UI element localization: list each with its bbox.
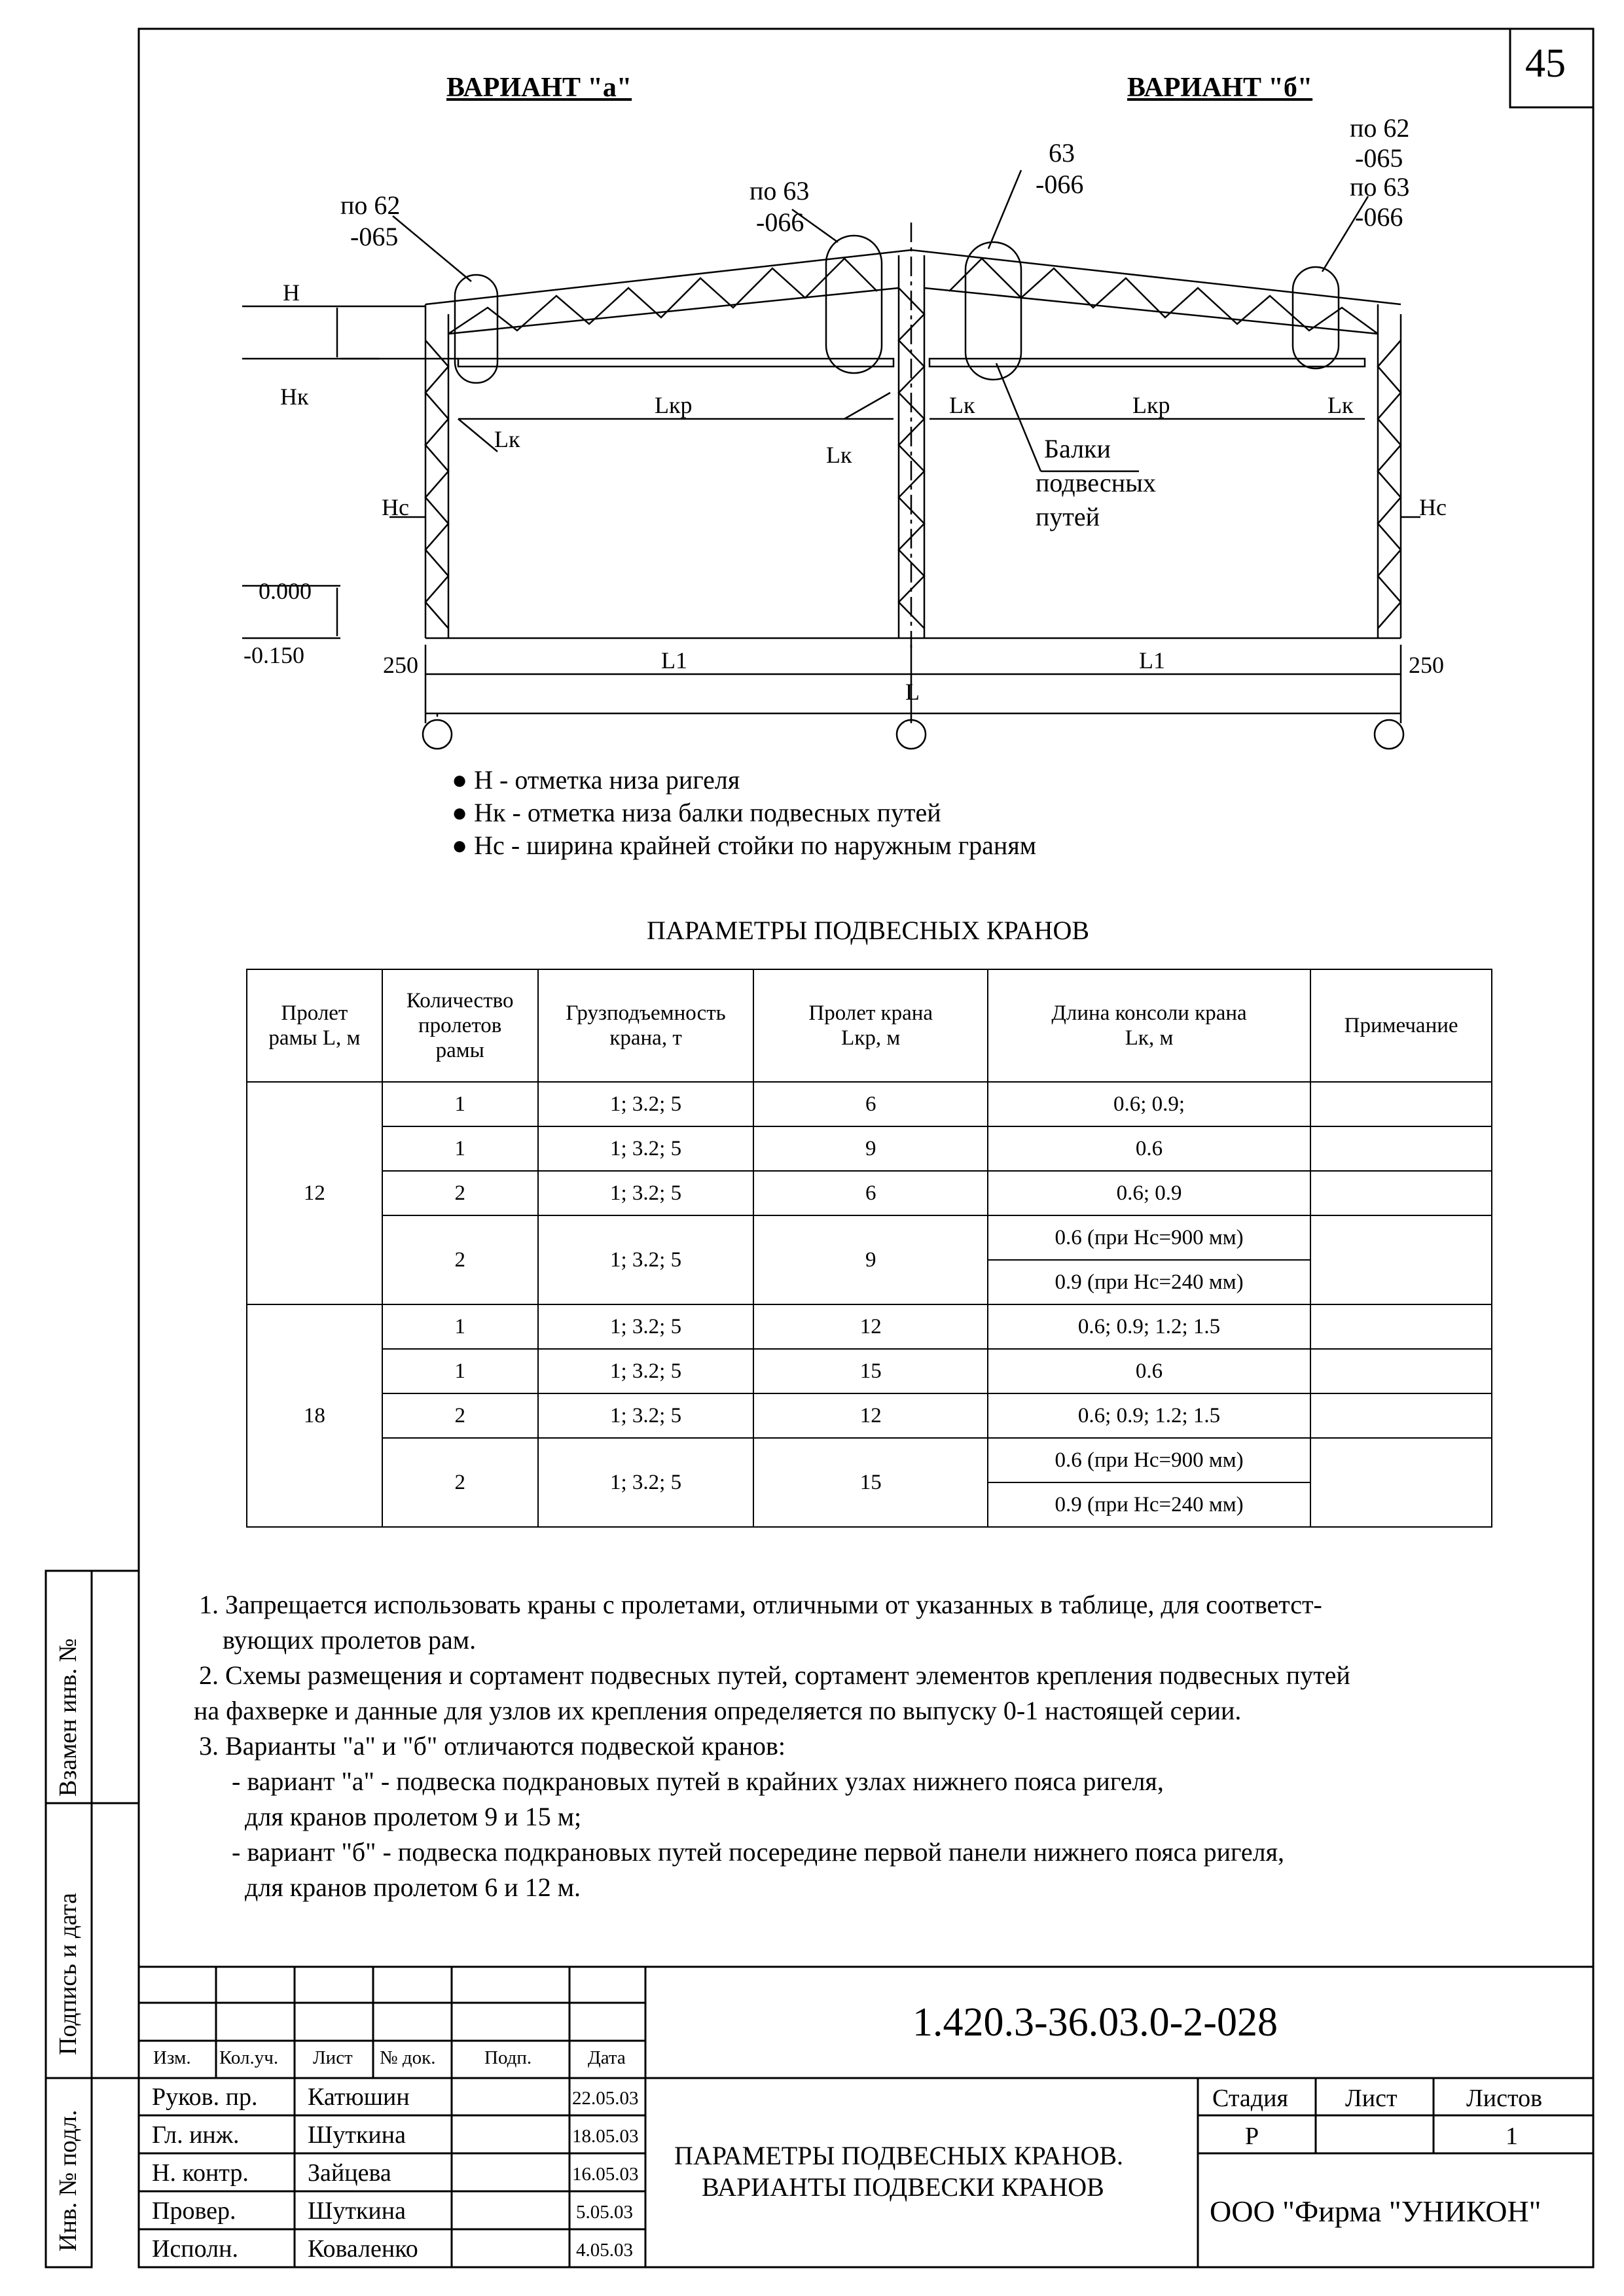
note-line: вующих пролетов рам.	[223, 1625, 477, 1655]
legend-item-3: ● Hc - ширина крайней стойки по наружным граням	[452, 831, 1037, 860]
side-label-inv: Инв. № подл.	[54, 2109, 82, 2251]
cell: 12	[753, 1393, 987, 1438]
cell: 1; 3.2; 5	[538, 1349, 754, 1393]
tb-role-4: Провер.	[152, 2197, 236, 2225]
label-Hc-left: Hc	[382, 494, 409, 520]
cell: 6	[753, 1171, 987, 1215]
variant-b-title: ВАРИАНТ "б"	[1127, 73, 1313, 103]
label-H: H	[283, 279, 300, 306]
label-beams-2: подвесных	[1036, 468, 1157, 497]
cell: 1	[382, 1304, 538, 1349]
label-066-right2: -066	[1355, 202, 1403, 232]
cell-L-18: 18	[247, 1304, 382, 1527]
tb-header-data: Дата	[588, 2047, 626, 2068]
label-Lk-right1: Lк	[949, 392, 975, 418]
cell-L-12: 12	[247, 1082, 382, 1304]
cell: 2	[382, 1438, 538, 1527]
label-elev-0: 0.000	[259, 578, 312, 604]
label-beams-3: путей	[1036, 502, 1100, 531]
tb-header-kol: Кол.уч.	[219, 2047, 279, 2068]
cell: 2	[382, 1393, 538, 1438]
drawing-name-1: ПАРАМЕТРЫ ПОДВЕСНЫХ КРАНОВ.	[674, 2141, 1124, 2170]
label-Hc-right: Hc	[1419, 494, 1447, 520]
tb-name-5: Коваленко	[308, 2235, 418, 2263]
side-label-podpis: Подпись и дата	[54, 1892, 82, 2055]
tb-date-3: 16.05.03	[572, 2164, 639, 2185]
side-label-zamen: Взамен инв. №	[54, 1638, 82, 1797]
cell: 0.6	[988, 1349, 1310, 1393]
cell: 12	[753, 1304, 987, 1349]
note-line: 2. Схемы размещения и сортамент подвесных путей, сортамент элементов крепления подвесных путей	[199, 1660, 1350, 1690]
label-po62-right: по 62	[1350, 113, 1410, 143]
cell: 1; 3.2; 5	[538, 1438, 754, 1527]
legend-item-1: ● H - отметка низа ригеля	[452, 765, 740, 795]
label-po62-left: по 62	[340, 190, 401, 220]
label-Lk-left1: Lк	[494, 426, 520, 452]
note-line: - вариант "б" - подвеска подкрановых путей посередине первой панели нижнего пояса ригеля,	[232, 1837, 1285, 1867]
tb-role-5: Исполн.	[152, 2235, 238, 2263]
cell: 9	[753, 1126, 987, 1171]
col-span: Пролет рамы L, м	[247, 969, 382, 1082]
note-line: 1. Запрещается использовать краны с пролетами, отличными от указанных в таблице, для соответст-	[199, 1590, 1322, 1619]
legend-text-3: Hc - ширина крайней стойки по наружным граням	[474, 831, 1037, 860]
cell: 0.6; 0.9;	[988, 1082, 1310, 1126]
cell: 1; 3.2; 5	[538, 1304, 754, 1349]
cell: 0.9 (при Hc=240 мм)	[988, 1260, 1310, 1304]
label-L1-left: L1	[661, 647, 687, 673]
cell: 1; 3.2; 5	[538, 1082, 754, 1126]
label-beams-1: Балки	[1044, 434, 1111, 463]
label-elev-150: -0.150	[244, 642, 304, 668]
legend-text-1: H - отметка низа ригеля	[474, 765, 740, 795]
cell: 2	[382, 1171, 538, 1215]
cell: 0.6; 0.9; 1.2; 1.5	[988, 1393, 1310, 1438]
label-po63-right: по 63	[1350, 172, 1410, 202]
tb-date-4: 5.05.03	[576, 2202, 633, 2223]
cell: 15	[753, 1349, 987, 1393]
cell: 1; 3.2; 5	[538, 1215, 754, 1304]
cell: 2	[382, 1215, 538, 1304]
label-L: L	[905, 679, 920, 705]
tb-date-1: 22.05.03	[572, 2088, 639, 2109]
label-250-right: 250	[1409, 652, 1444, 678]
cell: 0.6	[988, 1126, 1310, 1171]
cell: 1; 3.2; 5	[538, 1126, 754, 1171]
label-63-right: 63	[1049, 138, 1075, 168]
cell: 0.6; 0.9	[988, 1171, 1310, 1215]
tb-sheets-header: Листов	[1466, 2085, 1543, 2112]
col-load: Грузподъемность крана, т	[538, 969, 754, 1082]
tb-header-podp: Подп.	[484, 2047, 532, 2068]
cell: 6	[753, 1082, 987, 1126]
legend-text-2: Hк - отметка низа балки подвесных путей	[474, 798, 941, 827]
label-Hk: Hк	[280, 384, 309, 410]
note-line: - вариант "а" - подвеска подкрановых путей в крайних узлах нижнего пояса ригеля,	[232, 1767, 1164, 1796]
cell: 1	[382, 1126, 538, 1171]
table-title: ПАРАМЕТРЫ ПОДВЕСНЫХ КРАНОВ	[647, 916, 1090, 945]
cell: 1; 3.2; 5	[538, 1393, 754, 1438]
company-name: ООО "Фирма "УНИКОН"	[1210, 2195, 1542, 2228]
label-066-left: -066	[756, 207, 804, 237]
col-note: Примечание	[1310, 969, 1492, 1082]
label-066-right: -066	[1036, 170, 1084, 199]
tb-name-2: Шуткина	[308, 2121, 406, 2149]
tb-header-list: Лист	[313, 2047, 353, 2068]
tb-name-3: Зайцева	[308, 2159, 391, 2187]
tb-date-2: 18.05.03	[572, 2126, 639, 2147]
legend-item-2: ● Hк - отметка низа балки подвесных путей	[452, 798, 941, 827]
label-Lk-left2: Lк	[826, 442, 852, 468]
tb-sheet-header: Лист	[1345, 2085, 1398, 2112]
note-line: на фахверке и данные для узлов их крепления определяется по выпуску 0-1 настоящей серии.	[194, 1696, 1242, 1725]
tb-name-4: Шуткина	[308, 2197, 406, 2225]
note-line: 3. Варианты "а" и "б" отличаются подвеской кранов:	[199, 1731, 786, 1761]
col-count: Количество пролетов рамы	[382, 969, 538, 1082]
col-crane-span: Пролет крана Lкр, м	[753, 969, 987, 1082]
tb-role-3: Н. контр.	[152, 2159, 249, 2187]
cell: 9	[753, 1215, 987, 1304]
label-L1-right: L1	[1139, 647, 1165, 673]
cell: 0.9 (при Hc=240 мм)	[988, 1482, 1310, 1527]
label-065-left: -065	[350, 222, 399, 251]
cell: 1	[382, 1082, 538, 1126]
tb-header-izm: Изм.	[153, 2047, 191, 2068]
note-line: для кранов пролетом 9 и 15 м;	[245, 1802, 582, 1831]
cell: 0.6 (при Hc=900 мм)	[988, 1215, 1310, 1260]
note-line: для кранов пролетом 6 и 12 м.	[245, 1873, 581, 1902]
cell: 0.6 (при Hc=900 мм)	[988, 1438, 1310, 1482]
label-Lkr-left: Lкр	[655, 392, 693, 418]
label-Lkr-right: Lкр	[1132, 392, 1170, 418]
label-250-left: 250	[383, 652, 418, 678]
label-065-right: -065	[1355, 143, 1403, 173]
drawing-name-2: ВАРИАНТЫ ПОДВЕСКИ КРАНОВ	[702, 2172, 1104, 2202]
tb-date-5: 4.05.03	[576, 2240, 633, 2261]
cell: 15	[753, 1438, 987, 1527]
col-console: Длина консоли крана Lк, м	[988, 969, 1310, 1082]
cell: 1	[382, 1349, 538, 1393]
cell: 0.6; 0.9; 1.2; 1.5	[988, 1304, 1310, 1349]
tb-stage-header: Стадия	[1212, 2085, 1288, 2112]
tb-role-2: Гл. инж.	[152, 2121, 240, 2149]
sheet-number: 45	[1525, 41, 1566, 86]
label-Lk-right2: Lк	[1327, 392, 1354, 418]
tb-role-1: Руков. пр.	[152, 2083, 258, 2111]
tb-header-ndok: № док.	[380, 2047, 436, 2068]
tb-name-1: Катюшин	[308, 2083, 410, 2111]
variant-a-title: ВАРИАНТ "а"	[446, 73, 632, 103]
cell: 1; 3.2; 5	[538, 1171, 754, 1215]
tb-sheets-value: 1	[1506, 2123, 1518, 2150]
tb-stage-value: Р	[1245, 2123, 1259, 2150]
label-po63-left: по 63	[749, 176, 810, 206]
document-code: 1.420.3-36.03.0-2-028	[912, 2000, 1278, 2045]
